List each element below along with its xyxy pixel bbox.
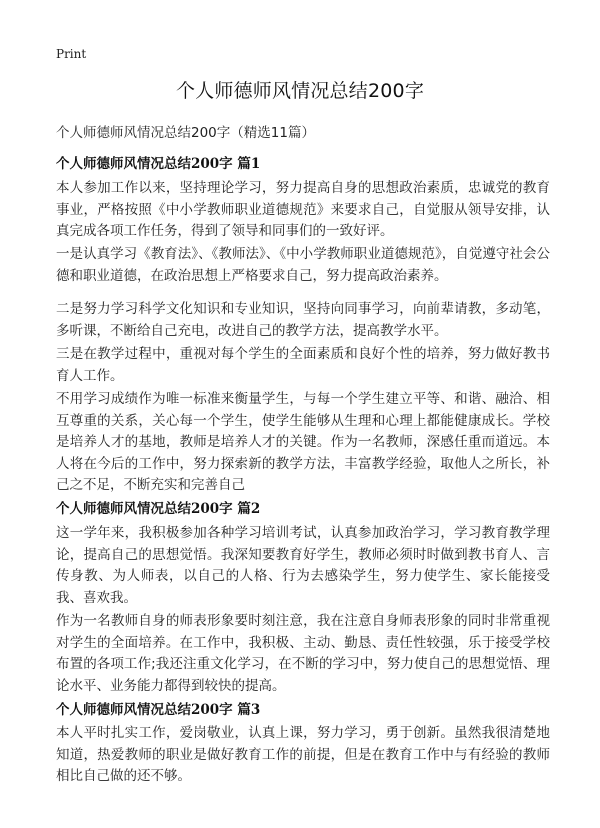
page-title: 个人师德师风情况总结200字	[175, 80, 425, 102]
section-heading-3: 个人师德师风情况总结200字 篇3	[56, 702, 261, 718]
section-heading-1: 个人师德师风情况总结200字 篇1	[56, 156, 261, 172]
section-3-paragraph-1: 本人平时扎实工作，爱岗敬业，认真上课，努力学习，勇于创新。虽然我很清楚地知道，热爱教师的职业是做好教育工作的前提，但是在教育工作中与有经验的教师相比自己做的还不够。	[56, 725, 550, 784]
print-link[interactable]: Print	[56, 47, 87, 61]
section-1-paragraph-2: 一是认真学习《教育法》、《教师法》、《中小学教师职业道德规范》，自觉遵守社会公德和职业道德，在政治思想上严格要求自己，努力提高政治素养。	[56, 246, 550, 284]
section-1-paragraph-5: 不用学习成绩作为唯一标准来衡量学生，与每一个学生建立平等、和谐、融洽、相互尊重的关系，关心每一个学生，使学生能够从生理和心理上都能健康成长。学校是培养人才的基地，教师是培养人才的关键。作为一名教师，深感任重而道远。本人将在今后的工作中，努力探索新的教学方法，丰富教学经验，取他人之所长，补己之不足，不断充实和完善自己	[56, 391, 550, 493]
page-subtitle: 个人师德师风情况总结200字（精选11篇）	[56, 125, 315, 141]
section-1-paragraph-4: 三是在教学过程中，重视对每个学生的全面素质和良好个性的培养，努力做好教书育人工作。	[56, 346, 550, 384]
section-2-paragraph-1: 这一学年来，我积极参加各种学习培训考试，认真参加政治学习，学习教育教学理论，提高自己的思想觉悟。我深知要教育好学生，教师必须时时做到教书育人、言传身教、为人师表，以自己的人格、行为去感染学生，努力使学生、家长能接受我、喜欢我。	[56, 525, 550, 606]
section-1-paragraph-3: 二是努力学习科学文化知识和专业知识，坚持向同事学习，向前辈请教，多动笔，多听课，不断给自己充电，改进自己的教学方法，提高教学水平。	[56, 301, 550, 339]
section-heading-2: 个人师德师风情况总结200字 篇2	[56, 501, 261, 517]
section-1-paragraph-1: 本人参加工作以来，坚持理论学习，努力提高自身的思想政治素质，忠诚党的教育事业，严格按照《中小学教师职业道德规范》来要求自己，自觉服从领导安排，认真完成各项工作任务，得到了领导和同事们的一致好评。	[56, 180, 550, 239]
section-2-paragraph-2: 作为一名教师自身的师表形象要时刻注意，我在注意自身师表形象的同时非常重视对学生的全面培养。在工作中，我积极、主动、勤恳、责任性较强，乐于接受学校布置的各项工作;我还注重文化学习，在不断的学习中，努力使自己的思想觉悟、理论水平、业务能力都得到较快的提高。	[56, 613, 550, 694]
